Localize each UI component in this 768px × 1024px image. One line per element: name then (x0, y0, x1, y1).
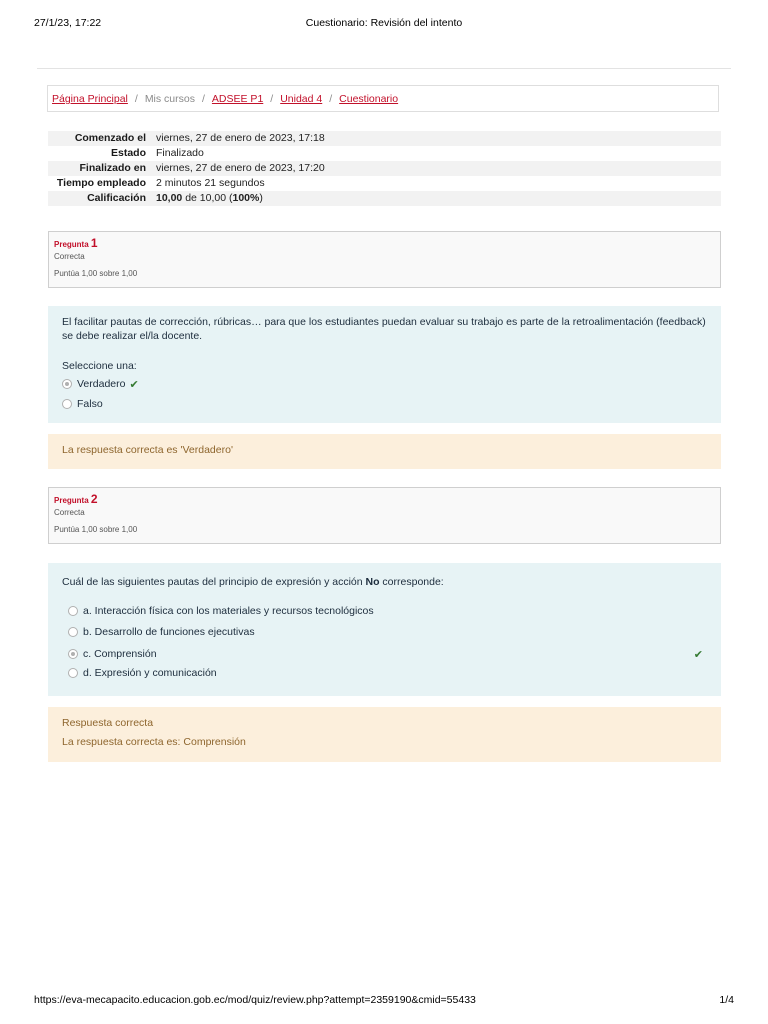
summary-row-time (48, 176, 721, 191)
breadcrumb-unit-link[interactable]: Unidad 4 (280, 93, 323, 105)
answer-option[interactable] (62, 395, 707, 413)
grade-percent: 100% (232, 192, 260, 204)
question-feedback (48, 434, 721, 469)
radio-button[interactable] (68, 668, 78, 678)
answer-option[interactable] (62, 621, 707, 643)
question-info (48, 231, 721, 288)
breadcrumb-home-link[interactable]: Página Principal (52, 93, 128, 105)
breadcrumb-separator: / (134, 93, 138, 105)
radio-button[interactable] (62, 379, 72, 389)
answer-options (62, 601, 707, 681)
breadcrumb (47, 85, 719, 112)
summary-row-state (48, 146, 721, 161)
summary-row-grade (48, 191, 721, 206)
radio-button[interactable] (68, 627, 78, 637)
breadcrumb-separator: / (329, 93, 333, 105)
answer-label: b. Desarrollo de funciones ejecutivas (83, 626, 255, 638)
question-num: 2 (90, 492, 98, 506)
question-text (62, 575, 707, 589)
grade-close: ) (259, 192, 263, 204)
summary-row-started (48, 131, 721, 146)
question-number (54, 236, 720, 250)
summary-value: 2 minutos 21 segundos (156, 177, 265, 189)
print-url: https://eva-mecapacito.educacion.gob.ec/mod/quiz/review.php?attempt=2359190&cmid=55433 (34, 994, 476, 1006)
summary-label: Finalizado en (79, 162, 146, 174)
question-info (48, 487, 721, 544)
question-text-part: corresponde: (379, 576, 444, 588)
attempt-summary-table (48, 131, 721, 206)
question-formulation (48, 306, 721, 423)
answer-option[interactable] (62, 643, 707, 665)
grade-total: de 10,00 ( (185, 192, 233, 204)
answer-label: Verdadero (77, 378, 126, 390)
answer-label: a. Interacción física con los materiales y recursos tecnológicos (83, 605, 374, 617)
check-icon: ✔ (129, 378, 139, 391)
question-feedback (48, 707, 721, 762)
feedback-right-answer: La respuesta correcta es: Comprensión (62, 736, 246, 748)
print-footer (34, 994, 734, 1008)
answer-option[interactable] (62, 601, 707, 621)
breadcrumb-separator: / (270, 93, 274, 105)
summary-value: viernes, 27 de enero de 2023, 17:18 (156, 132, 325, 144)
summary-label: Comenzado el (74, 132, 146, 144)
summary-label: Estado (110, 147, 146, 159)
summary-label: Calificación (87, 192, 146, 204)
answer-option[interactable] (62, 375, 707, 393)
breadcrumb-my-courses: Mis cursos (144, 93, 195, 105)
radio-button[interactable] (62, 399, 72, 409)
feedback-general: Respuesta correcta (62, 717, 154, 729)
breadcrumb-separator: / (202, 93, 205, 105)
summary-label: Tiempo empleado (56, 177, 146, 189)
grade-value (146, 191, 263, 206)
summary-value: viernes, 27 de enero de 2023, 17:20 (156, 162, 325, 174)
summary-value: Finalizado (156, 147, 204, 159)
check-icon: ✔ (693, 648, 703, 661)
breadcrumb-quiz-link[interactable]: Cuestionario (339, 93, 399, 105)
divider (37, 68, 731, 69)
answer-options (62, 375, 707, 413)
question-grade: Puntúa 1,00 sobre 1,00 (54, 525, 138, 534)
print-page-number: 1/4 (719, 994, 734, 1006)
answer-label: Falso (77, 398, 103, 410)
summary-row-finished (48, 161, 721, 176)
feedback-right-answer: La respuesta correcta es 'Verdadero' (62, 444, 233, 456)
radio-button[interactable] (68, 649, 78, 659)
question-prefix: Pregunta (54, 496, 89, 505)
print-datetime: 27/1/23, 17:22 (34, 17, 102, 29)
answer-label: c. Comprensión (83, 648, 157, 660)
radio-button[interactable] (68, 606, 78, 616)
grade-score: 10,00 (156, 192, 183, 204)
question-formulation (48, 563, 721, 696)
answer-label: d. Expresión y comunicación (83, 667, 217, 679)
question-prompt: Seleccione una: (62, 360, 137, 372)
breadcrumb-course-link[interactable]: ADSEE P1 (211, 93, 264, 105)
question-state: Correcta (54, 508, 85, 517)
question-num: 1 (90, 236, 98, 250)
answer-option[interactable] (62, 665, 707, 681)
question-state: Correcta (54, 252, 85, 261)
question-number (54, 492, 720, 506)
print-title: Cuestionario: Revisión del intento (305, 17, 463, 29)
question-prefix: Pregunta (54, 240, 89, 249)
question-text: El facilitar pautas de corrección, rúbricas… para que los estudiantes puedan evaluar su trabajo es parte de la retroalimentación (feedback) se debe realizar el/la docente. (62, 316, 706, 342)
print-header (34, 17, 734, 31)
question-text-part: Cuál de las siguientes pautas del principio de expresión y acción (62, 576, 366, 588)
question-text-bold: No (365, 576, 380, 588)
question-grade: Puntúa 1,00 sobre 1,00 (54, 269, 138, 278)
